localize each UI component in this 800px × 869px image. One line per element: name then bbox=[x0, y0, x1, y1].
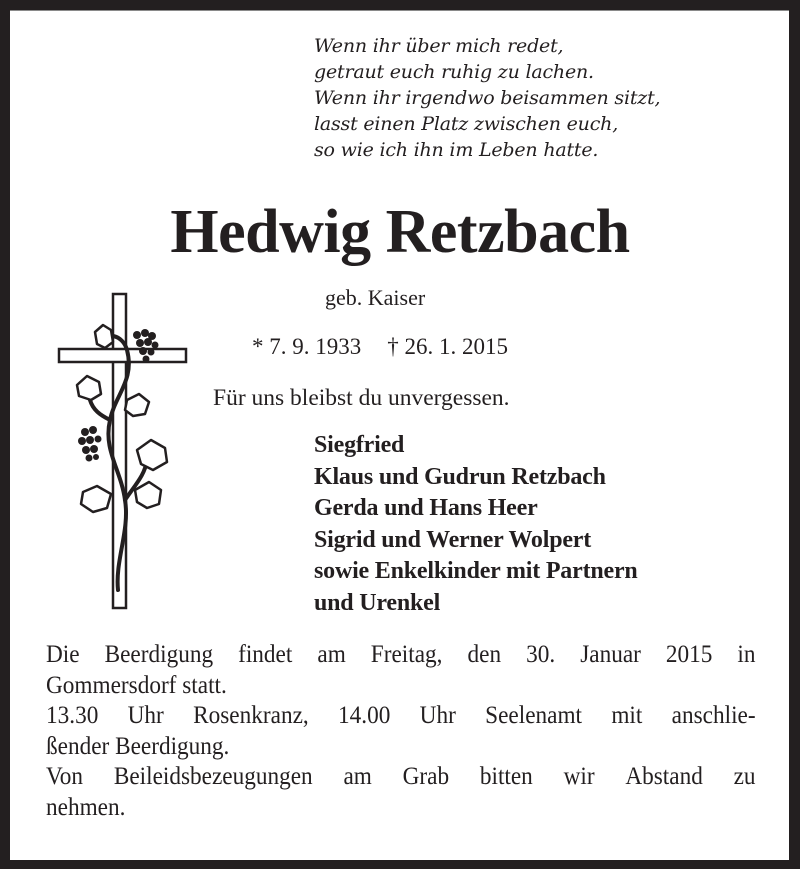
poem-line: Wenn ihr irgendwo beisammen sitzt, bbox=[314, 87, 661, 109]
word: am bbox=[343, 763, 372, 790]
word: anschlie- bbox=[671, 702, 756, 729]
word: Beileidsbezeugungen bbox=[113, 763, 313, 790]
word: zu bbox=[733, 763, 756, 790]
poem-line: getraut euch ruhig zu lachen. bbox=[314, 61, 594, 83]
word: findet bbox=[238, 641, 293, 668]
word: Beerdigung bbox=[104, 641, 214, 668]
announcement-line: ßender Beerdigung. bbox=[46, 732, 230, 760]
mourner: sowie Enkelkinder mit Partnern bbox=[314, 558, 638, 584]
word: in bbox=[737, 641, 756, 668]
word: am bbox=[317, 641, 346, 668]
word: Uhr bbox=[127, 702, 164, 729]
birth-date: * 7. 9. 1933 bbox=[252, 334, 362, 359]
mourner: und Urenkel bbox=[314, 589, 441, 616]
word: Januar bbox=[580, 641, 641, 668]
word: wir bbox=[563, 763, 595, 790]
word: den bbox=[467, 641, 502, 668]
mourner: Siegfried bbox=[314, 432, 405, 458]
poem-line: Wenn ihr über mich redet, bbox=[314, 35, 564, 57]
mourner: Sigrid und Werner Wolpert bbox=[314, 526, 592, 553]
word: Seelenamt bbox=[485, 702, 583, 729]
word: Von bbox=[46, 763, 84, 790]
announcement-line bbox=[46, 762, 756, 793]
cross-with-grapevine-icon bbox=[55, 290, 190, 620]
announcement-line bbox=[46, 701, 756, 732]
word: Grab bbox=[402, 763, 450, 790]
word: Die bbox=[46, 641, 80, 668]
memorial-motto: Für uns bleibst du unvergessen. bbox=[213, 385, 510, 411]
word: Uhr bbox=[419, 702, 456, 729]
word: Abstand bbox=[625, 763, 703, 790]
announcement-line: Gommersdorf statt. bbox=[46, 671, 227, 699]
mourners-list bbox=[314, 430, 638, 619]
deceased-name: Hedwig Retzbach bbox=[170, 198, 630, 266]
birth-name: geb. Kaiser bbox=[325, 285, 426, 310]
word: bitten bbox=[479, 763, 533, 790]
poem bbox=[314, 33, 660, 163]
word: 13.30 bbox=[46, 702, 99, 729]
announcement-line: nehmen. bbox=[46, 793, 126, 821]
mourner: Klaus und Gudrun Retzbach bbox=[314, 463, 606, 490]
mourner: Gerda und Hans Heer bbox=[314, 495, 538, 521]
poem-line: so wie ich ihn im Leben hatte. bbox=[314, 139, 599, 161]
word: 14.00 bbox=[338, 702, 391, 729]
word: 30. bbox=[526, 641, 556, 668]
announcement-line bbox=[46, 640, 756, 671]
life-dates bbox=[252, 334, 508, 360]
death-date: † 26. 1. 2015 bbox=[387, 334, 508, 359]
word: mit bbox=[611, 702, 643, 729]
word: 2015 bbox=[665, 641, 713, 668]
funeral-announcement bbox=[46, 640, 756, 823]
poem-line: lasst einen Platz zwischen euch, bbox=[314, 113, 619, 135]
word: Rosenkranz, bbox=[193, 702, 309, 729]
word: Freitag, bbox=[370, 641, 443, 668]
